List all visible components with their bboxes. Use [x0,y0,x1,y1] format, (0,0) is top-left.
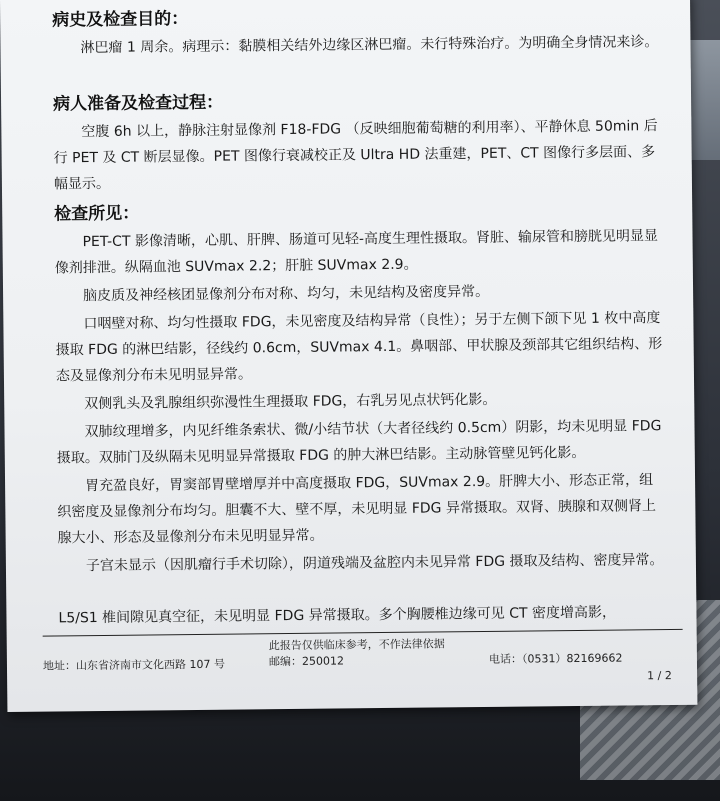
finding-paragraph: 口咽壁对称、均匀性摄取 FDG，未见密度及结构异常（良性）；另于左侧下颌下见 1 枚中高度摄取 FDG 的淋巴结影，径线约 0.6cm，SUVmax 4.1。鼻咽部、甲状腺及颈部其它组织结构、形态及显像剂分布未见明显异常。 [55,310,663,385]
finding-paragraph: PET-CT 影像清晰，心肌、肝脾、肠道可见轻-高度生理性摄取。肾脏、输尿管和膀胱见明显显像剂排泄。纵隔血池 SUVmax 2.2；肝脏 SUVmax 2.9。 [54,228,659,277]
footer-disclaimer: 此报告仅供临床参考，不作法律依据 [268,637,445,653]
finding-paragraph: 双肺纹理增多，内见纤维条索状、微/小结节状（大者径线约 0.5cm）阴影，均未见明显 FDG 摄取。双肺门及纵隔未见明显异常摄取 FDG 的肿大淋巴结影。主动脉管壁见钙化影。 [56,418,662,467]
finding-paragraph: 脑皮质及神经核团显像剂分布对称、均匀，未见结构及密度异常。 [83,283,490,305]
finding-paragraph: 双侧乳头及乳腺组织弥漫性生理摄取 FDG，右乳另见点状钙化影。 [84,391,497,413]
footer-address: 地址：山东省济南市文化西路 107 号 [42,657,226,673]
footer-phone: 电话：（0531）82169662 [488,651,623,666]
page-number: 1 / 2 [647,669,672,683]
section-title-findings: 检查所见： [54,203,140,225]
finding-paragraph: L5/S1 椎间隙见真空征，未见明显 FDG 异常摄取。多个胸腰椎边缘可见 CT 密度增高影， [58,604,617,627]
finding-paragraph: 胃充盈良好，胃窦部胃壁增厚并中高度摄取 FDG，SUVmax 2.9。肝脾大小、形态正常，组织密度及显像剂分布均匀。胆囊不大、壁不厚，未见明显 FDG 异常摄取。双肾、胰腺和双侧肾上腺大小、形态及显像剂分布未见明显异常。 [57,472,657,547]
section-title-history: 病史及检查目的： [52,9,189,31]
section-title-prep: 病人准备及检查过程： [52,92,224,115]
prep-text: 空腹 6h 以上，静脉注射显像剂 F18-FDG （反映细胞葡萄糖的利用率）、平静休息 50min 后行 PET 及 CT 断层显像。PET 图像行衰减校正及 Ultra HD 法重建，PET、CT 图像行多层面、多幅显示。 [53,118,658,193]
history-text: 淋巴瘤 1 周余。病理示：黏膜相关结外边缘区淋巴瘤。未行特殊治疗。为明确全身情况来诊。 [80,34,659,57]
finding-paragraph: 子宫未显示（因肌瘤行手术切除），阴道残端及盆腔内未见异常 FDG 摄取及结构、密度异常。 [85,552,664,575]
footer-postcode: 邮编：250012 [268,654,345,669]
